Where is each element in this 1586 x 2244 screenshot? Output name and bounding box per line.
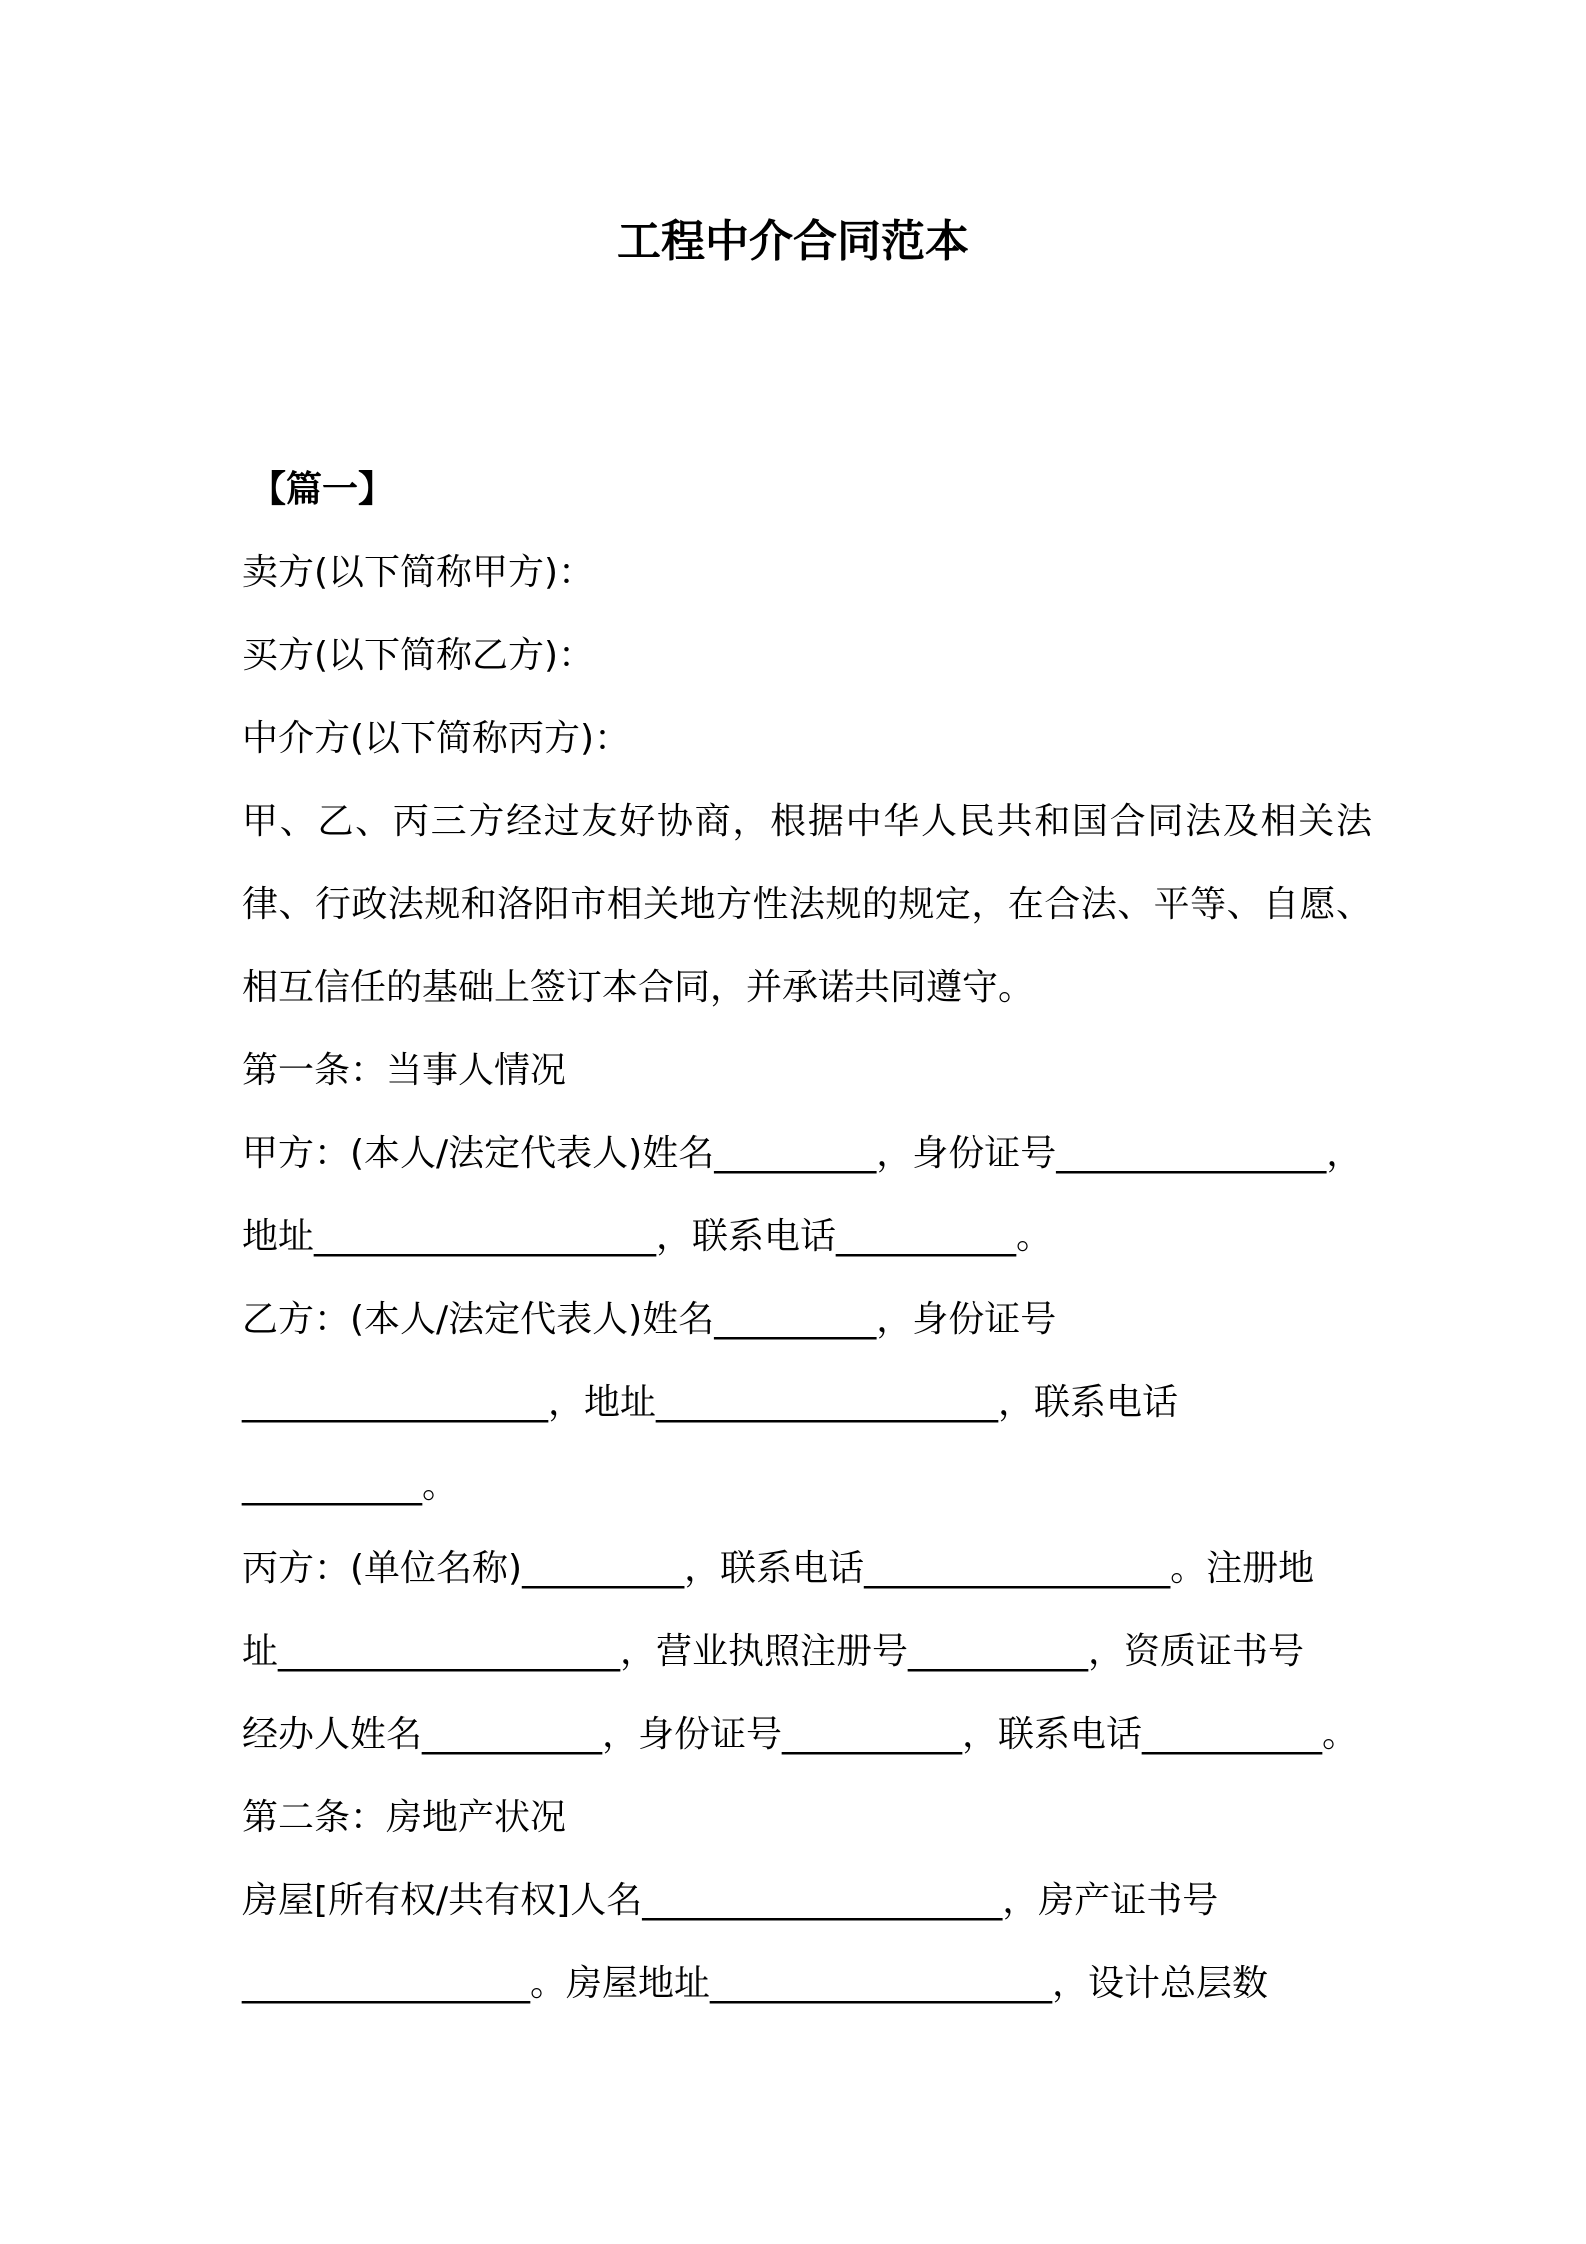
seller-line: 卖方(以下简称甲方)：	[242, 552, 595, 593]
agent-line: 中介方(以下简称丙方)：	[242, 718, 631, 759]
preamble-line-1: 甲、乙、丙三方经过友好协商，根据中华人民共和国合同法及相关法	[242, 801, 1372, 842]
party-c-line-2: 址___________________，营业执照注册号__________，资质证书号	[242, 1631, 1305, 1672]
document-body	[242, 448, 1372, 2025]
party-b-line-2: _________________，地址___________________，联系电话	[242, 1382, 1179, 1423]
party-b-line-3: __________。	[242, 1465, 459, 1506]
property-line-2: ________________。房屋地址___________________，设计总层数	[242, 1963, 1269, 2004]
party-a-line-2: 地址___________________，联系电话__________。	[242, 1216, 1053, 1257]
article-1-heading: 第一条：当事人情况	[242, 1050, 567, 1091]
property-line-1: 房屋[所有权/共有权]人名____________________，房产证书号	[242, 1880, 1219, 1921]
preamble-line-2: 律、行政法规和洛阳市相关地方性法规的规定，在合法、平等、自愿、	[242, 884, 1372, 925]
party-c-line-3: 经办人姓名__________，身份证号__________，联系电话__________。	[242, 1714, 1359, 1755]
buyer-line: 买方(以下简称乙方)：	[242, 635, 595, 676]
party-b-line-1: 乙方：(本人/法定代表人)姓名_________，身份证号	[242, 1299, 1057, 1340]
party-a-line-1: 甲方：(本人/法定代表人)姓名_________，身份证号_______________，	[242, 1133, 1363, 1174]
article-2-heading: 第二条：房地产状况	[242, 1797, 567, 1838]
section-heading: 【篇一】	[250, 469, 395, 510]
preamble-line-3: 相互信任的基础上签订本合同，并承诺共同遵守。	[242, 967, 1035, 1008]
party-c-line-1: 丙方：(单位名称)_________，联系电话_________________。注册地	[242, 1548, 1315, 1589]
document-title: 工程中介合同范本	[617, 216, 969, 267]
